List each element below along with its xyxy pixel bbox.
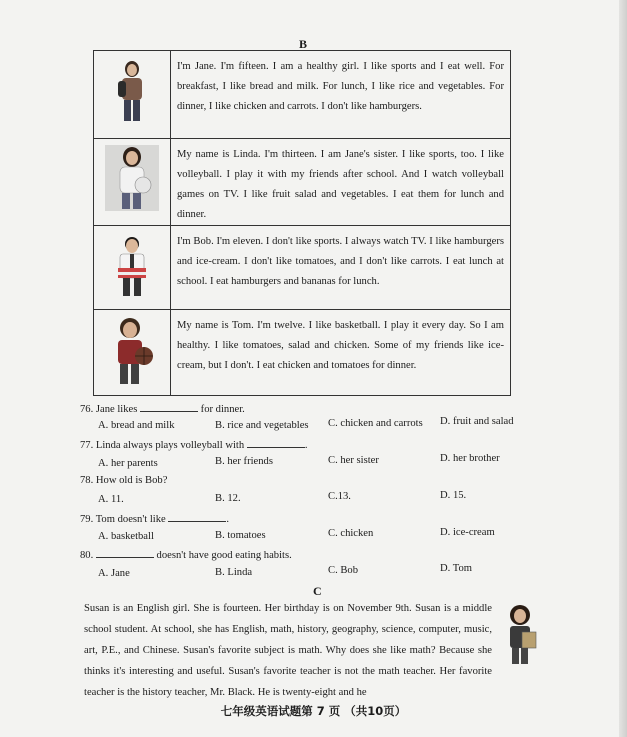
option-b: B. 12. <box>215 493 241 504</box>
question-stem: 79. Tom doesn't like <box>80 514 169 525</box>
option-d: D. ice-cream <box>440 527 495 538</box>
bob-photo <box>112 234 152 298</box>
answer-blank <box>247 438 305 448</box>
photo-cell <box>94 51 171 139</box>
option-c: C.13. <box>328 491 351 502</box>
jane-text: I'm Jane. I'm fifteen. I am a healthy girl. I like sports and I eat well. For breakfast, I like bread and milk. For lunch, I like rice and vegetables. For dinner, I like chicken and carrots. I don't like hamburgers. <box>171 51 511 139</box>
option-d: D. fruit and salad <box>440 416 514 427</box>
option-a: A. basketball <box>98 531 154 542</box>
section-c-heading: C <box>313 584 322 598</box>
passage-text: Susan is an English girl. She is fourteen. Her birthday is on November 9th. Susan is a middle school student. At school, she has English, math, history, geography, science, computer, music, art, P.E., and Chinese. Susan's favorite subject is math. Why does she like math? Because she thinks it's interesting and useful. Susan's favorite teacher is not the math teacher. Her favorite teacher is the history teacher, Mr. Black. He is twenty-eight and he <box>84 603 492 698</box>
question-76 <box>80 402 245 415</box>
page-footer: 七年级英语试题第 7 页 （共10页） <box>220 704 407 718</box>
question-80 <box>80 548 292 561</box>
question-stem-end: . <box>304 440 308 451</box>
question-stem-end: . <box>226 514 230 525</box>
option-a: A. her parents <box>98 458 158 469</box>
option-a: A. bread and milk <box>98 420 175 431</box>
question-stem: 80. <box>80 550 96 561</box>
question-77 <box>80 438 307 451</box>
option-c: C. Bob <box>328 565 359 576</box>
table-row <box>94 139 511 226</box>
answer-blank <box>168 512 226 522</box>
tom-photo <box>108 316 156 386</box>
photo-cell <box>94 139 171 226</box>
option-d: D. Tom <box>440 563 473 574</box>
photo-cell <box>94 226 171 310</box>
susan-photo <box>500 604 542 666</box>
answer-blank <box>140 402 198 412</box>
question-78 <box>80 475 167 486</box>
section-c-passage <box>84 598 536 703</box>
question-79 <box>80 512 229 525</box>
option-a: A. 11. <box>98 494 124 505</box>
option-a: A. Jane <box>98 568 130 579</box>
answer-blank <box>96 548 154 558</box>
option-d: D. her brother <box>440 453 500 464</box>
tom-text: My name is Tom. I'm twelve. I like basketball. I play it every day. So I am healthy. I like tomatoes, salad and chicken. Some of my friends like ice-cream, but I don't. I eat chicken and tomatoes for dinner. <box>171 310 511 396</box>
photo-cell <box>94 310 171 396</box>
option-b: B. her friends <box>215 456 273 467</box>
jane-photo <box>110 59 154 123</box>
question-stem: 78. How old is Bob? <box>80 475 168 486</box>
section-b-heading: B <box>299 37 308 51</box>
linda-text: My name is Linda. I'm thirteen. I am Jane's sister. I like sports, too. I like volleyball. I play it with my friends after school. And I watch volleyball games on TV. I like fruit salad and vegetables. I eat them for lunch and dinner. <box>171 139 511 226</box>
page-edge-shadow <box>619 0 627 737</box>
linda-photo <box>105 145 159 211</box>
question-stem: 77. Linda always plays volleyball with <box>80 440 247 451</box>
table-row <box>94 51 511 139</box>
option-b: B. rice and vegetables <box>215 420 309 431</box>
option-c: C. chicken and carrots <box>328 418 423 429</box>
question-stem: 76. Jane likes <box>80 404 141 415</box>
option-c: C. her sister <box>328 455 379 466</box>
table-row <box>94 226 511 310</box>
option-d: D. 15. <box>440 490 467 501</box>
option-c: C. chicken <box>328 528 374 539</box>
option-b: B. tomatoes <box>215 530 266 541</box>
question-stem-end: for dinner. <box>198 404 245 415</box>
option-b: B. Linda <box>215 567 253 578</box>
question-stem-end: doesn't have good eating habits. <box>153 550 292 561</box>
bob-text: I'm Bob. I'm eleven. I don't like sports. I always watch TV. I like hamburgers and ice-cream. I don't like tomatoes, and I don't like carrots. I eat lunch at school. I eat hamburgers and bananas for lunch. <box>171 226 511 310</box>
table-row <box>94 310 511 396</box>
reading-table <box>93 50 511 396</box>
